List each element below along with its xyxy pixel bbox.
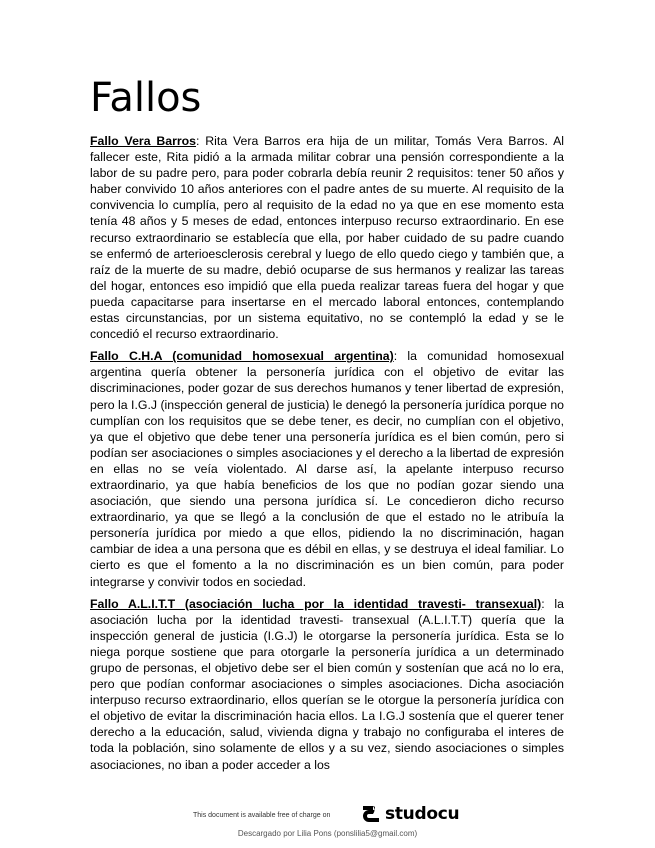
page-footer xyxy=(0,800,655,848)
document-body xyxy=(90,133,564,779)
paragraph-vera-barros xyxy=(90,133,564,342)
availability-note: This document is available free of charge on xyxy=(193,812,331,819)
studocu-logo-text: studocu xyxy=(385,804,460,824)
case-text-cha: : la comunidad homosexual argentina quería obtener la personería jurídica con el objetivo de evitar las discriminaciones, poder gozar de sus derechos humanos y tener libertad de expresión, pero la I.G.J (inspección general de justicia) le denegó la personería jurídica porque no cumplían con los requisitos que se debe tener, es decir, no cumplían con el objetivo, ya que el objetivo que debe tener una personería jurídica es el bien común, pero si podían ser asociaciones o simples asociaciones y el derecho a la libertad de expresión en ellas no se veía violentado. Al darse así, la apelante interpuso recurso extraordinario, ya que había beneficios de los que no podían gozar siendo una asociación, que siendo una persona jurídica sí. Le concedieron dicho recurso extraordinario, ya que se llegó a la conclusión de que el estado no le atribuía la personería jurídica por miedo a que ellos, pidiendo la no discriminación, hagan cambiar de idea a una persona que es débil en ellas, y se destruya el ideal familiar. Lo cierto es que el fomento a la no discriminación es un bien común, para poder integrarse y convivir todos en sociedad. xyxy=(90,349,564,589)
paragraph-cha xyxy=(90,348,564,589)
download-note: Descargado por Lilia Pons (ponslilia5@gmail.com) xyxy=(237,829,418,838)
studocu-logo[interactable] xyxy=(360,803,459,825)
case-text-vera-barros: : Rita Vera Barros era hija de un militar, Tomás Vera Barros. Al fallecer este, Rita pidió a la armada militar cobrar una pensión correspondiente a la labor de su padre pero, para poder cobrarla debía reunir 2 requisitos: tener 50 años y haber convivido 10 años anteriores con el padre antes de su muerte. Al requisito de la convivencia lo cumplía, pero al requisito de la edad no ya que en ese momento esta tenía 48 años y 5 meses de edad, entonces interpuso recurso extraordinario. En ese recurso extraordinario se establecía que ella, por haber cuidado de su padre cuando se enfermó de arterioesclerosis cerebral y luego de ello quedo ciego y también que, a raíz de la muerte de su madre, debió ocuparse de sus hermanos y realizar las tareas del hogar, entonces eso impidió que ella pueda realizar tareas fuera del hogar y que pueda capacitarse para insertarse en el mercado laboral entonces, contemplando estas circunstancias, por un sistema equitativo, no se contempló la edad y se le concedió el recurso extraordinario. xyxy=(90,134,565,342)
case-title-cha: Fallo C.H.A (comunidad homosexual argentina) xyxy=(90,349,394,364)
page-title: Fallos xyxy=(90,75,202,121)
studocu-logo-icon xyxy=(360,803,382,825)
case-text-alitt: : la asociación lucha por la identidad travesti- transexual (A.L.I.T.T) quería que la inspección general de justicia (I.G.J) le otorgarse la personería jurídica. Esta se lo niega porque sostiene que para otorgarle la personería jurídica a un determinado grupo de personas, el objetivo debe ser el bien común y sostenían que acá no lo era, pero que podían conformar asociaciones o simples asociaciones. Dicha asociación interpuso recurso extraordinario, ellos querían se le otorgue la personería jurídica con el objetivo de evitar la discriminación hacia ellos. La I.G.J sostenía que el querer tener derecho a la educación, salud, vivienda digna y trabajo no configuraba el interes de toda la población, sino solamente de ellos y a su vez, siendo asociaciones o simples asociaciones, no iban a poder acceder a los xyxy=(90,596,564,772)
case-title-vera-barros: Fallo Vera Barros xyxy=(90,134,197,148)
case-title-alitt: Fallo A.L.I.T.T (asociación lucha por la identidad travesti- transexual) xyxy=(90,596,542,611)
paragraph-alitt xyxy=(90,596,564,773)
